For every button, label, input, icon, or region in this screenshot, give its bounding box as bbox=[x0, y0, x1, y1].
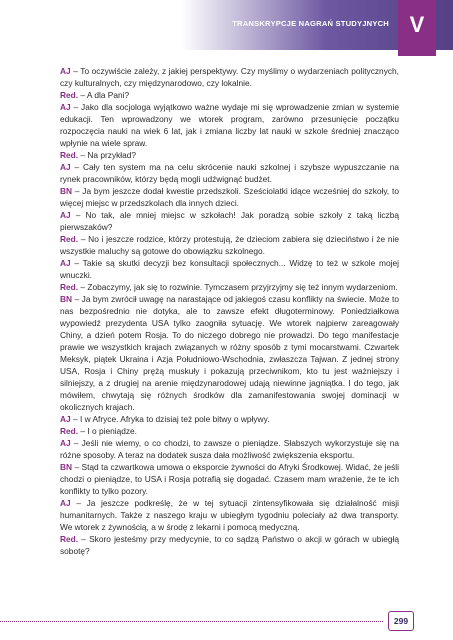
speaker-label: AJ bbox=[60, 162, 71, 172]
transcript-paragraph bbox=[60, 257, 399, 281]
speaker-label: BN bbox=[60, 462, 73, 472]
transcript-paragraph bbox=[60, 209, 399, 233]
utterance-text: – Ja jeszcze podkreślę, że w tej sytuacji zintensyfikowała się działalność misji humanitarnych. Także z naszego kraju w ubiegłym tygodniu poleciały aż dwa transporty. We wtorek z żywnością, a w środę z lekarni i pomocą medyczną. bbox=[60, 498, 399, 532]
utterance-text: – To oczywiście zależy, z jakiej perspektywy. Czy myślimy o wydarzeniach politycznych, czy kulturalnych, czy międzynarodowo, czy lokalnie. bbox=[60, 66, 399, 88]
speaker-label: Red. bbox=[60, 234, 79, 244]
speaker-label: AJ bbox=[60, 498, 71, 508]
page-number-badge: 299 bbox=[388, 611, 414, 631]
transcript-paragraph bbox=[60, 161, 399, 185]
utterance-text: – Jeśli nie wiemy, o co chodzi, to zawsze o pieniądze. Słabszych wykorzystuje się na różne sposoby. A teraz na dodatek susza dała możliwość zwiększenia eksportu. bbox=[60, 438, 399, 460]
speaker-label: AJ bbox=[60, 102, 71, 112]
utterance-text: – Zobaczymy, jak się to rozwinie. Tymczasem przyjrzyjmy się też innym wydarzeniom. bbox=[78, 282, 398, 292]
utterance-text: – Na przykład? bbox=[78, 150, 137, 160]
utterance-text: – Stąd ta czwartkowa umowa o eksporcie żywności do Afryki Środkowej. Widać, że jeśli chodzi o pieniądze, to USA i Rosja potrafią się dogadać. Czasem mam wrażenie, że te ich konflikty to tylko pozory. bbox=[60, 462, 399, 496]
transcript-paragraph bbox=[60, 461, 399, 497]
transcript-paragraph bbox=[60, 281, 399, 293]
transcript-paragraph bbox=[60, 533, 399, 557]
speaker-label: Red. bbox=[60, 150, 79, 160]
utterance-text: – Ja bym jeszcze dodał kwestie przedszkoli. Sześciolatki idące wcześniej do szkoły, to więcej miejsc w przedszkolach dla innych dzieci. bbox=[60, 186, 399, 208]
speaker-label: AJ bbox=[60, 438, 71, 448]
utterance-text: – No tak, ale mniej miejsc w szkołach! Jak poradzą sobie szkoły z taką liczbą pierwszaków? bbox=[60, 210, 399, 232]
utterance-text: – Jako dla socjologa wyjątkowo ważne wydaje mi się wprowadzenie zmian w systemie edukacji. Ten wprowadzony we wtorek program, zarówno przesunięcie początku rozpoczęcia nauki na wiek 6 lat, jak i zmiana liczby lat nauki w szkole średniej znacząco wpłynie na wiele spraw. bbox=[60, 102, 399, 148]
transcript-paragraph bbox=[60, 89, 399, 101]
chapter-letter: V bbox=[409, 12, 425, 37]
transcript-paragraph bbox=[60, 413, 399, 425]
footer-dotted-rule bbox=[0, 621, 383, 622]
transcript-body bbox=[60, 65, 399, 557]
utterance-text: – A dla Pani? bbox=[78, 90, 130, 100]
speaker-label: BN bbox=[60, 186, 73, 196]
speaker-label: Red. bbox=[60, 282, 79, 292]
utterance-text: – Ja bym zwrócił uwagę na narastające od jakiegoś czasu konflikty na świecie. Może to nas bezpośrednio nie dotyka, ale to zawsze efekt długoterminowy. Poniedziałkowa wypowiedź prezydenta USA tylko zaogniła sytuację. We wtorek najpierw zareagowały Chiny, a dzień potem Rosja. To do niczego dobrego nie prowadzi. Do tego manifestacje prawie we wszystkich krajach związanych w różny sposób z tymi mocarstwami. Czwartek Meksyk, piątek Ukraina i Azja Południowo-Wschodnia, zwłaszcza Tajwan. Z jednej strony USA, Rosja i Chiny prężą muskuły i pokazują przeciwnikom, kto tu jest ważniejszy i silniejszy, a z drugiej na arenie międzynarodowej udają niewinne jagniątka. I do tego, jak mówiłem, chwytają się różnych środków dla zamanifestowania swojej dominacji w okolicznych krajach. bbox=[60, 294, 399, 412]
transcript-paragraph bbox=[60, 149, 399, 161]
transcript-paragraph bbox=[60, 293, 399, 413]
utterance-text: – I o pieniądze. bbox=[78, 426, 138, 436]
transcript-paragraph bbox=[60, 425, 399, 437]
utterance-text: – Skoro jesteśmy przy medycynie, to co sądzą Państwo o akcji w górach w ubiegłą sobotę? bbox=[60, 534, 399, 556]
transcript-paragraph bbox=[60, 185, 399, 209]
transcript-paragraph bbox=[60, 233, 399, 257]
speaker-label: Red. bbox=[60, 90, 79, 100]
utterance-text: – I w Afryce. Afryka to dzisiaj też pole bitwy o wpływy. bbox=[70, 414, 270, 424]
utterance-text: – No i jeszcze rodzice, którzy protestują, że dzieciom zabiera się dzieciństwo i że nie wszystkie maluchy są gotowe do obowiązku szkolnego. bbox=[60, 234, 399, 256]
speaker-label: AJ bbox=[60, 66, 71, 76]
utterance-text: – Cały ten system ma na celu skrócenie nauki szkolnej i szybsze wypuszczanie na rynek pracowników, którzy będą mogli udźwignąć budżet. bbox=[60, 162, 399, 184]
speaker-label: AJ bbox=[60, 210, 71, 220]
speaker-label: Red. bbox=[60, 426, 79, 436]
transcript-paragraph bbox=[60, 65, 399, 89]
transcript-paragraph bbox=[60, 497, 399, 533]
utterance-text: – Takie są skutki decyzji bez konsultacji społecznych... Widzę to też w szkole mojej wnuczki. bbox=[60, 258, 399, 280]
speaker-label: AJ bbox=[60, 414, 71, 424]
transcript-paragraph bbox=[60, 101, 399, 149]
running-header-title: TRANSKRYPCJE NAGRAŃ STUDYJNYCH bbox=[232, 19, 389, 28]
speaker-label: Red. bbox=[60, 534, 79, 544]
speaker-label: AJ bbox=[60, 258, 71, 268]
speaker-label: BN bbox=[60, 294, 73, 304]
transcript-paragraph bbox=[60, 437, 399, 461]
